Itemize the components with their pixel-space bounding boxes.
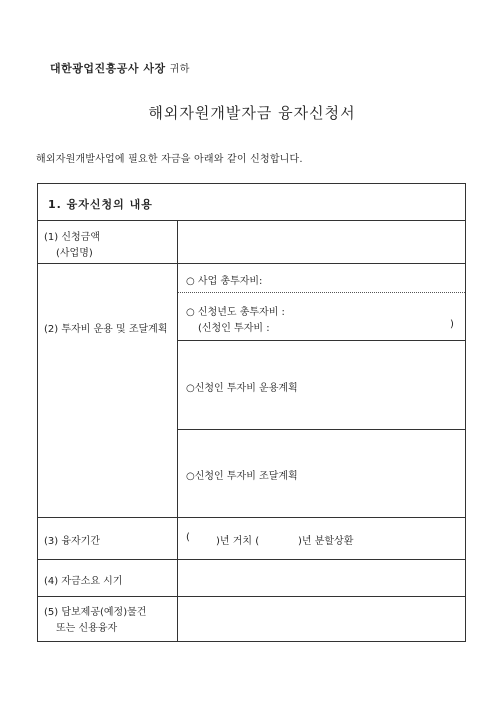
plan-label-cell xyxy=(38,264,178,517)
amount-field[interactable] xyxy=(178,221,465,263)
plan-values xyxy=(178,264,465,517)
period-field[interactable] xyxy=(178,518,465,559)
total-cost-field[interactable] xyxy=(178,264,465,293)
plan-label: (2) 투자비 운용 및 조달계획 xyxy=(44,324,168,335)
row-investment-plan xyxy=(38,264,465,518)
intro-text: 해외자원개발사업에 필요한 자금을 아래와 같이 신청합니다. xyxy=(36,154,303,165)
funding-plan-label: ○신청인 투자비 조달계획 xyxy=(186,471,298,482)
timing-field[interactable] xyxy=(178,560,465,596)
row-fund-timing xyxy=(38,560,465,597)
period-installment-years: )년 분할상환 xyxy=(298,536,354,547)
row-collateral xyxy=(38,597,465,641)
addressee-name: 대한광업진흥공사 사장 xyxy=(50,62,166,75)
year-total-field[interactable] xyxy=(178,293,465,341)
document-title: 해외자원개발자금 융자신청서 xyxy=(148,104,356,122)
loan-application-form xyxy=(37,183,466,642)
operation-plan-field[interactable] xyxy=(178,341,465,430)
funding-plan-field[interactable] xyxy=(178,430,465,518)
collateral-label: (5) 담보제공(예정)물건 xyxy=(44,607,147,618)
credit-loan-label: 또는 신용융자 xyxy=(56,623,118,634)
addressee-suffix: 귀하 xyxy=(169,64,190,75)
addressee xyxy=(50,60,190,76)
year-total-label: ○ 신청년도 총투자비 : xyxy=(186,307,285,318)
period-grace-years: )년 거치 ( xyxy=(216,536,260,547)
row-loan-period xyxy=(38,518,465,560)
section-header xyxy=(38,184,465,221)
timing-label-cell xyxy=(38,560,178,596)
amount-label-cell xyxy=(38,221,178,263)
applicant-investment-label: (신청인 투자비 : xyxy=(198,323,270,334)
row-amount xyxy=(38,221,465,264)
section-title: 1. 융자신청의 내용 xyxy=(48,198,153,211)
timing-label: (4) 자금소요 시기 xyxy=(44,576,123,587)
collateral-label-cell xyxy=(38,597,178,641)
applicant-investment-close: ) xyxy=(450,319,454,330)
period-label: (3) 융자기간 xyxy=(44,536,100,547)
period-label-cell xyxy=(38,518,178,559)
period-open-paren: ( xyxy=(186,532,190,543)
amount-label: (1) 신청금액 xyxy=(44,232,100,243)
total-cost-label: ○ 사업 총투자비: xyxy=(186,276,263,287)
collateral-field[interactable] xyxy=(178,597,465,641)
operation-plan-label: ○신청인 투자비 운용계획 xyxy=(186,383,298,394)
business-name-label: (사업명) xyxy=(56,248,93,259)
